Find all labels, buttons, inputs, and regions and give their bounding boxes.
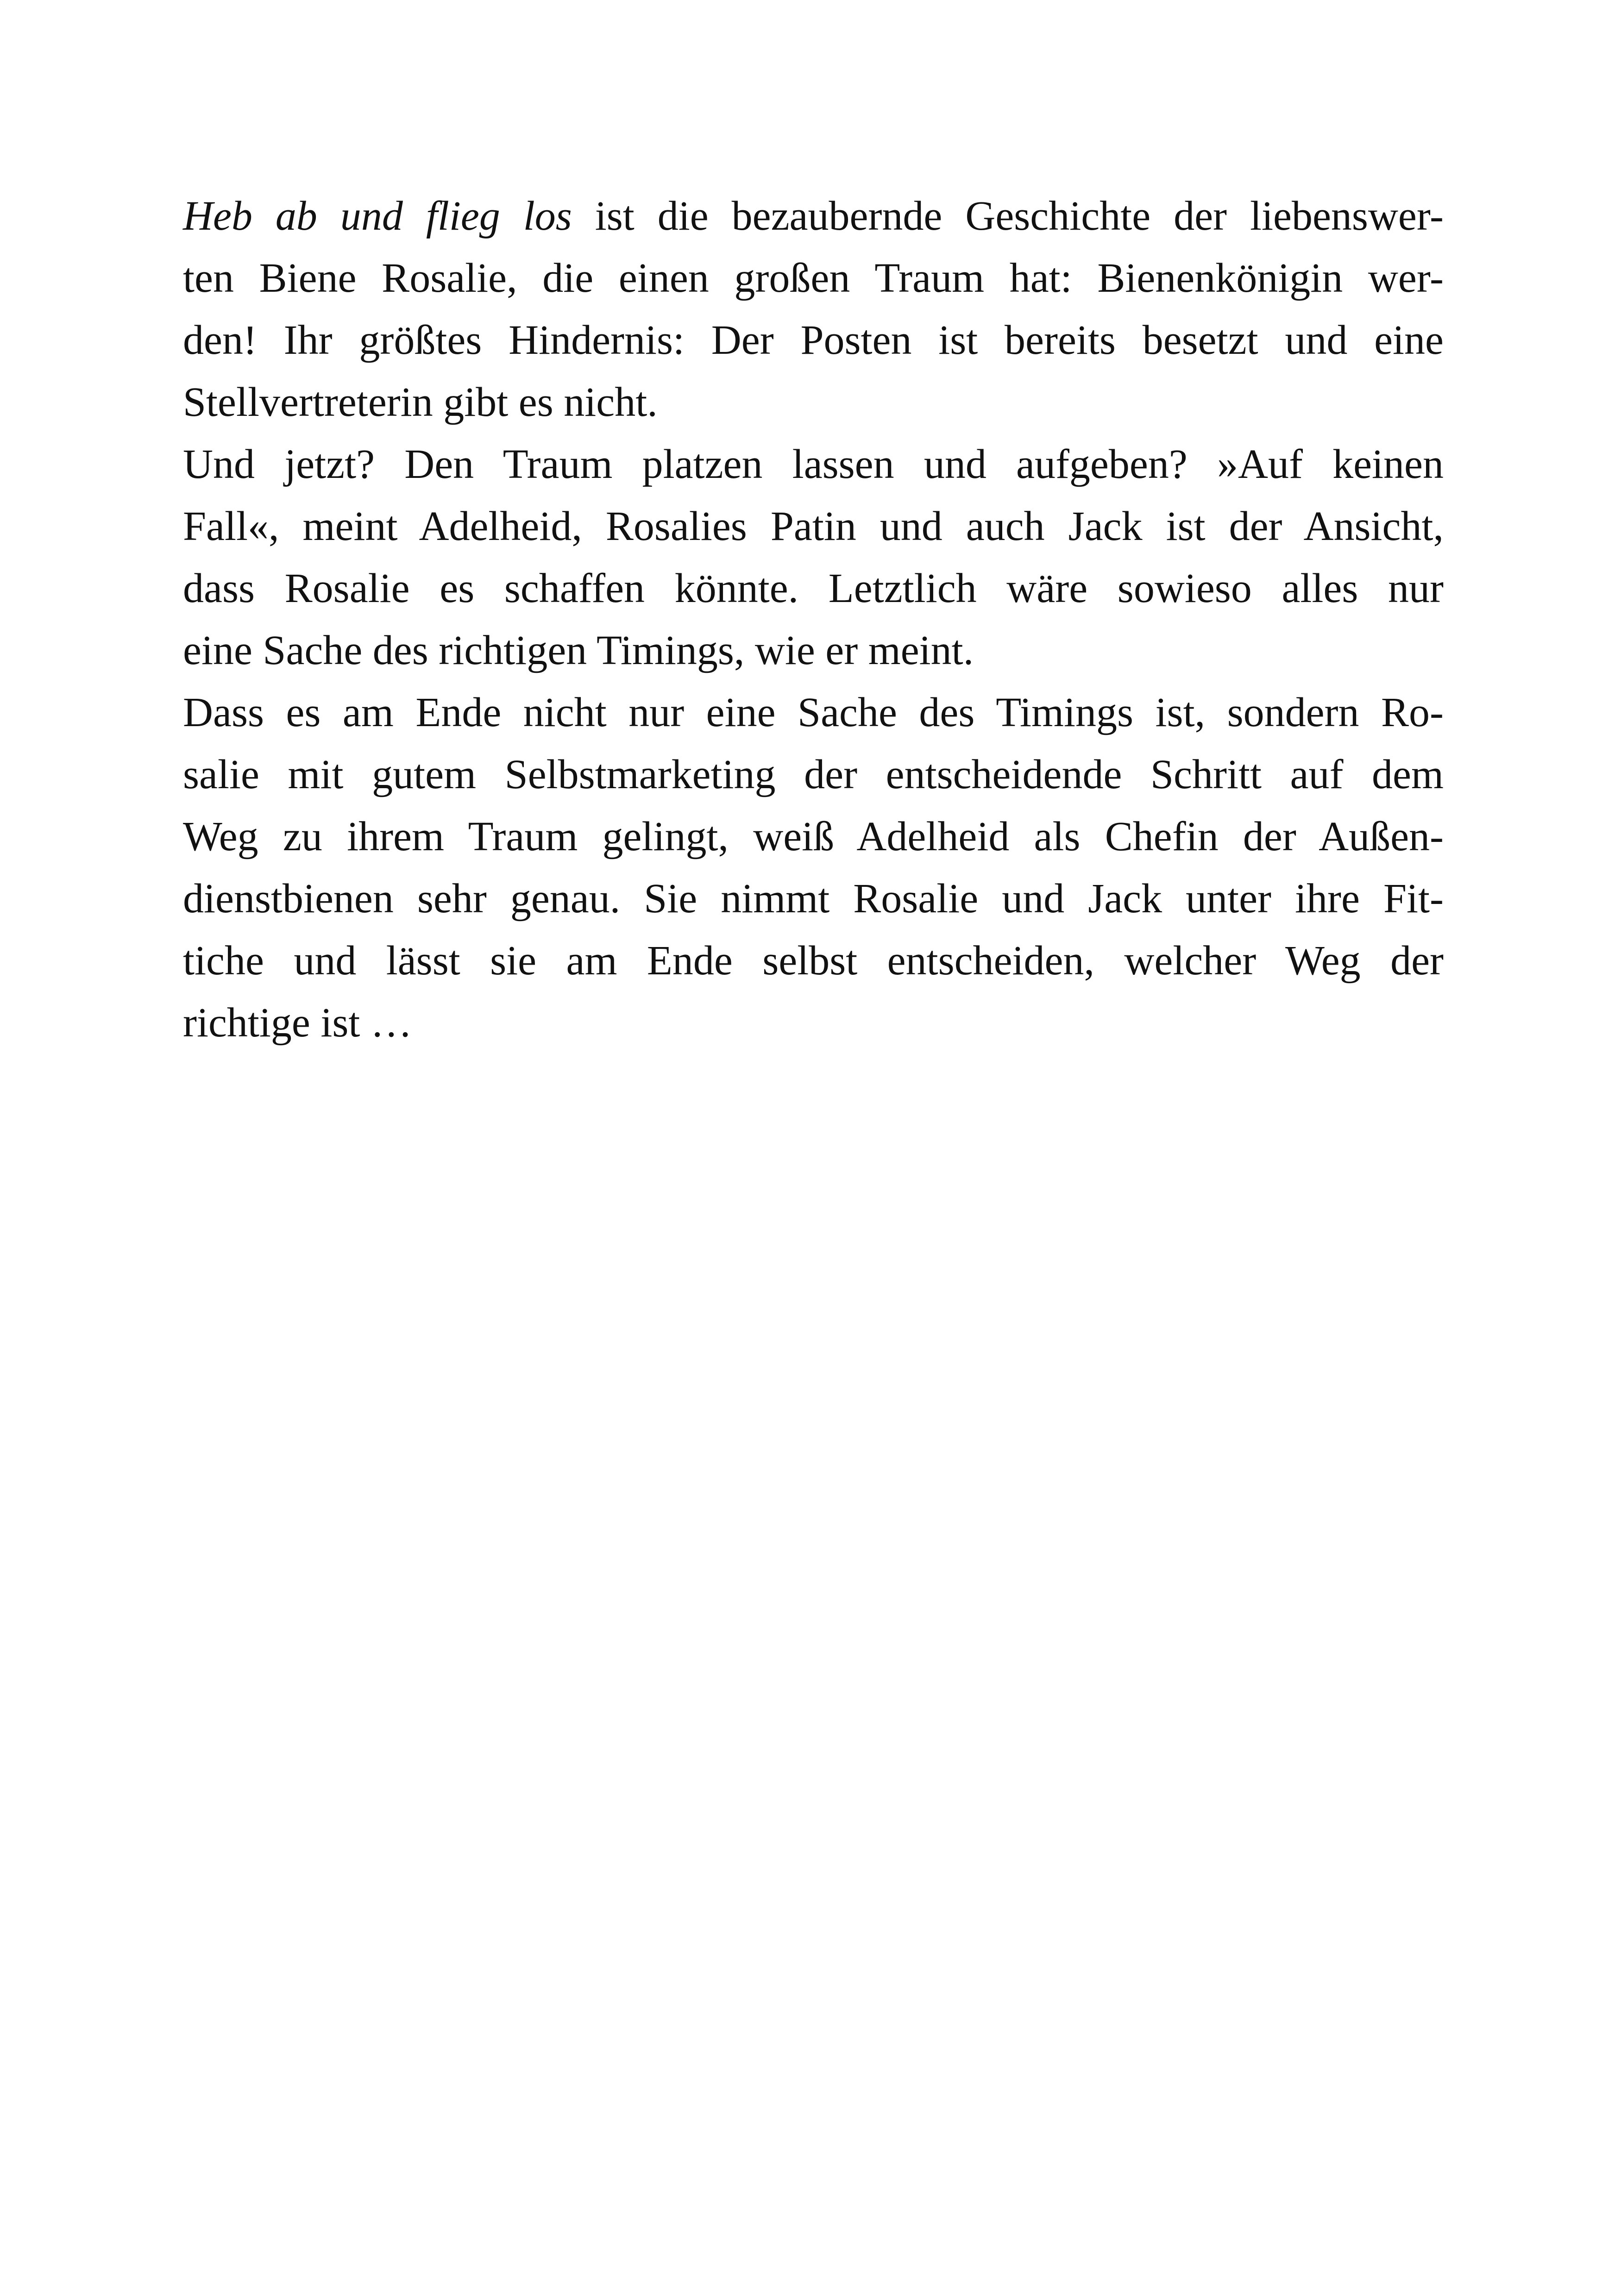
book-title: Heb ab und flieg los — [183, 193, 572, 239]
text-line: richtige ist … — [183, 1000, 412, 1046]
text-line: Dass es am Ende nicht nur eine Sache des Timings ist, sondern Ro- — [183, 690, 1444, 735]
text-line: Fall«, meint Adelheid, Rosalies Patin und auch Jack ist der Ansicht, — [183, 503, 1444, 549]
text-line: ten Biene Rosalie, die einen großen Traum hat: Bienenkönigin wer- — [183, 255, 1444, 301]
text-line: dienstbienen sehr genau. Sie nimmt Rosalie und Jack unter ihre Fit- — [183, 876, 1444, 922]
line-text: ist die bezaubernde Geschichte der liebenswer- — [572, 193, 1444, 239]
text-line: den! Ihr größtes Hindernis: Der Posten ist bereits besetzt und eine — [183, 317, 1444, 363]
text-line: salie mit gutem Selbstmarketing der entscheidende Schritt auf dem — [183, 752, 1444, 797]
text-line: Weg zu ihrem Traum gelingt, weiß Adelheid als Chefin der Außen- — [183, 814, 1444, 859]
text-line: dass Rosalie es schaffen könnte. Letztlich wäre sowieso alles nur — [183, 565, 1444, 611]
text-line: Und jetzt? Den Traum platzen lassen und aufgeben? »Auf keinen — [183, 441, 1444, 487]
text-line: Stellvertreterin gibt es nicht. — [183, 379, 658, 425]
body-text — [183, 185, 1444, 1054]
paragraph-1 — [183, 185, 1444, 433]
paragraph-3 — [183, 682, 1444, 1054]
text-line — [183, 185, 1444, 247]
paragraph-2 — [183, 433, 1444, 682]
text-line: tiche und lässt sie am Ende selbst entscheiden, welcher Weg der — [183, 938, 1444, 984]
text-line: eine Sache des richtigen Timings, wie er meint. — [183, 627, 974, 673]
